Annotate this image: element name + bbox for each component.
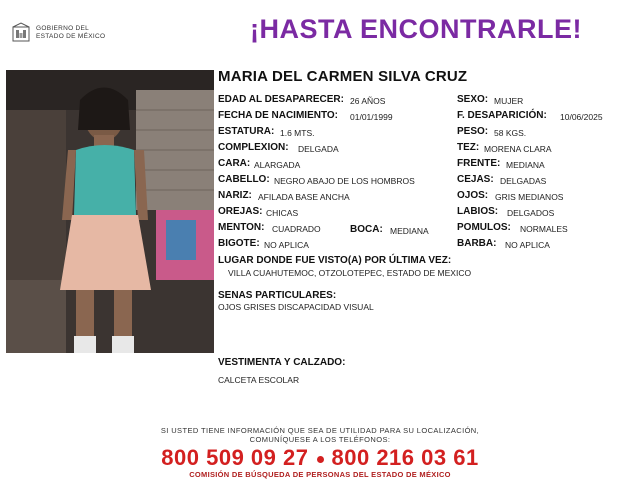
label-boca: BOCA: <box>350 224 383 235</box>
value-labios: DELGADOS <box>507 208 555 218</box>
label-desaparicion: F. DESAPARICIÓN: <box>457 110 547 121</box>
value-ojos: GRIS MEDIANOS <box>495 192 564 202</box>
person-name: MARIA DEL CARMEN SILVA CRUZ <box>218 68 468 85</box>
value-boca: MEDIANA <box>390 226 429 236</box>
label-complexion: COMPLEXION: <box>218 142 289 153</box>
value-orejas: CHICAS <box>266 208 299 218</box>
label-bigote: BIGOTE: <box>218 238 260 249</box>
label-sexo: SEXO: <box>457 94 489 105</box>
value-edad: 26 AÑOS <box>350 96 386 106</box>
phone-numbers <box>0 445 640 471</box>
value-nariz: AFILADA BASE ANCHA <box>258 192 350 202</box>
label-tez: TEZ: <box>457 142 480 153</box>
logo-text-line2: ESTADO DE MÉXICO <box>36 33 106 40</box>
info-line2: COMUNÍQUESE A LOS TELÉFONOS: <box>249 435 391 444</box>
vestimenta-label: VESTIMENTA Y CALZADO: <box>218 357 346 368</box>
label-peso: PESO: <box>457 126 489 137</box>
bullet-dot-icon <box>317 456 324 463</box>
value-nacimiento: 01/01/1999 <box>350 112 393 122</box>
label-nariz: NARIZ: <box>218 190 252 201</box>
label-menton: MENTON: <box>218 222 265 233</box>
label-cejas: CEJAS: <box>457 174 494 185</box>
value-pomulos: NORMALES <box>520 224 568 234</box>
phone-1[interactable]: 800 509 09 27 <box>161 445 309 470</box>
label-orejas: OREJAS: <box>218 206 263 217</box>
value-frente: MEDIANA <box>506 160 545 170</box>
value-bigote: NO APLICA <box>264 240 309 250</box>
label-barba: BARBA: <box>457 238 497 249</box>
phone-2[interactable]: 800 216 03 61 <box>331 445 479 470</box>
logo-text-line1: GOBIERNO DEL <box>36 25 90 32</box>
value-estatura: 1.6 MTS. <box>280 128 315 138</box>
value-peso: 58 KGS. <box>494 128 527 138</box>
senas-value: OJOS GRISES DISCAPACIDAD VISUAL <box>218 302 374 312</box>
label-pomulos: POMULOS: <box>457 222 511 233</box>
headline: ¡HASTA ENCONTRARLE! <box>250 14 582 44</box>
commission-name: COMISIÓN DE BÚSQUEDA DE PERSONAS DEL ESTADO DE MÉXICO <box>189 470 451 479</box>
label-labios: LABIOS: <box>457 206 499 217</box>
value-menton: CUADRADO <box>272 224 321 234</box>
label-edad: EDAD AL DESAPARECER: <box>218 94 344 105</box>
photo-illustration <box>6 70 214 353</box>
value-tez: MORENA CLARA <box>484 144 552 154</box>
person-photo <box>6 70 214 353</box>
label-ojos: OJOS: <box>457 190 489 201</box>
vestimenta-value: CALCETA ESCOLAR <box>218 375 300 385</box>
label-cara: CARA: <box>218 158 251 169</box>
info-line1: SI USTED TIENE INFORMACIÓN QUE SEA DE UTILIDAD PARA SU LOCALIZACIÓN, <box>160 426 480 435</box>
value-cara: ALARGADA <box>254 160 301 170</box>
value-cabello: NEGRO ABAJO DE LOS HOMBROS <box>274 176 415 186</box>
senas-label: SENAS PARTICULARES: <box>218 290 337 301</box>
value-complexion: DELGADA <box>298 144 339 154</box>
label-estatura: ESTATURA: <box>218 126 275 137</box>
label-frente: FRENTE: <box>457 158 501 169</box>
label-cabello: CABELLO: <box>218 174 270 185</box>
value-sexo: MUJER <box>494 96 524 106</box>
value-cejas: DELGADAS <box>500 176 547 186</box>
lugar-value: VILLA CUAHUTEMOC, OTZOLOTEPEC, ESTADO DE MEXICO <box>228 268 472 278</box>
value-barba: NO APLICA <box>505 240 550 250</box>
seal-icon <box>10 22 32 44</box>
label-nacimiento: FECHA DE NACIMIENTO: <box>218 110 338 121</box>
value-desaparicion: 10/06/2025 <box>560 112 603 122</box>
lugar-label: LUGAR DONDE FUE VISTO(A) POR ÚLTIMA VEZ: <box>218 255 452 266</box>
government-logo <box>10 22 120 44</box>
